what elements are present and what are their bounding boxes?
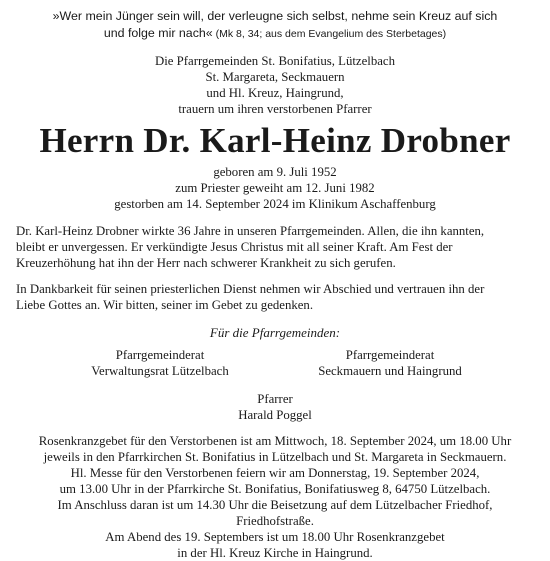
quote-line-1: »Wer mein Jünger sein will, der verleugne sich selbst, nehme sein Kreuz auf sich — [52, 9, 498, 23]
date-died: gestorben am 14. September 2024 im Klinikum Aschaffenburg — [114, 197, 436, 211]
notes-line: Im Anschluss daran ist um 14.30 Uhr die Beisetzung auf dem Lützelbacher Friedhof, — [57, 498, 493, 512]
notes-line: Am Abend des 19. Septembers ist um 18.00 Uhr Rosenkranzgebet — [105, 530, 445, 544]
notes-line: jeweils in den Pfarrkirchen St. Bonifatius in Lützelbach und St. Margareta in Seckmauern. — [43, 450, 507, 464]
service-notes — [16, 433, 534, 561]
notes-line: in der Hl. Kreuz Kirche in Haingrund. — [177, 546, 373, 560]
paragraph-line: Kreuzerhöhung hat ihn der Herr nach schwerer Krankheit zu sich gerufen. — [16, 256, 396, 270]
signature-line: Seckmauern und Haingrund — [318, 364, 462, 378]
deceased-name: Herrn Dr. Karl-Heinz Drobner — [39, 121, 511, 160]
notes-line: Hl. Messe für den Verstorbenen feiern wir am Donnerstag, 19. September 2024, — [70, 466, 480, 480]
date-born: geboren am 9. Juli 1952 — [213, 165, 337, 179]
intro-line: trauern um ihren verstorbenen Pfarrer — [178, 102, 372, 116]
signature-pastor — [16, 391, 534, 423]
signature-line: Pfarrgemeinderat — [115, 348, 205, 362]
paragraph-line: Dr. Karl-Heinz Drobner wirkte 36 Jahre in unseren Pfarrgemeinden. Allen, die ihn kannten, — [16, 224, 485, 238]
paragraph-line: In Dankbarkeit für seinen priesterlichen Dienst nehmen wir Abschied und vertrauen ihn der — [16, 282, 485, 296]
tribute-paragraph — [16, 223, 534, 271]
bible-quote — [16, 8, 534, 43]
signature-line: Pfarrer — [257, 392, 293, 406]
intro-line: und Hl. Kreuz, Haingrund, — [206, 86, 344, 100]
life-dates — [16, 164, 534, 212]
notes-line: um 13.00 Uhr in der Pfarrkirche St. Bonifatius, Bonifatiusweg 8, 64750 Lützelbach. — [59, 482, 491, 496]
signature-right — [275, 347, 505, 379]
signature-line: Verwaltungsrat Lützelbach — [91, 364, 229, 378]
quote-line-2 — [16, 25, 534, 43]
quote-source: (Mk 8, 34; aus dem Evangelium des Sterbetages) — [212, 28, 447, 40]
intro-line: Die Pfarrgemeinden St. Bonifatius, Lützelbach — [155, 54, 395, 68]
notes-line: Friedhofstraße. — [236, 514, 314, 528]
signature-line: Pfarrgemeinderat — [345, 348, 435, 362]
signatures-title: Für die Pfarrgemeinden: — [209, 325, 341, 340]
signature-line: Harald Poggel — [238, 408, 312, 422]
farewell-paragraph — [16, 281, 534, 313]
quote-text-end: und folge mir nach« — [103, 26, 213, 40]
date-ordained: zum Priester geweiht am 12. Juni 1982 — [175, 181, 375, 195]
notes-line: Rosenkranzgebet für den Verstorbenen ist am Mittwoch, 18. September 2024, um 18.00 Uhr — [38, 434, 512, 448]
intro-parishes — [16, 53, 534, 117]
paragraph-line: bleibt er unvergessen. Er verkündigte Jesus Christus mit all seiner Kraft. Am Fest der — [16, 240, 453, 254]
intro-line: St. Margareta, Seckmauern — [205, 70, 345, 84]
signatures-row — [16, 347, 534, 379]
signature-left — [45, 347, 275, 379]
paragraph-line: Liebe Gottes an. Wir bitten, seiner im Gebet zu gedenken. — [16, 298, 314, 312]
